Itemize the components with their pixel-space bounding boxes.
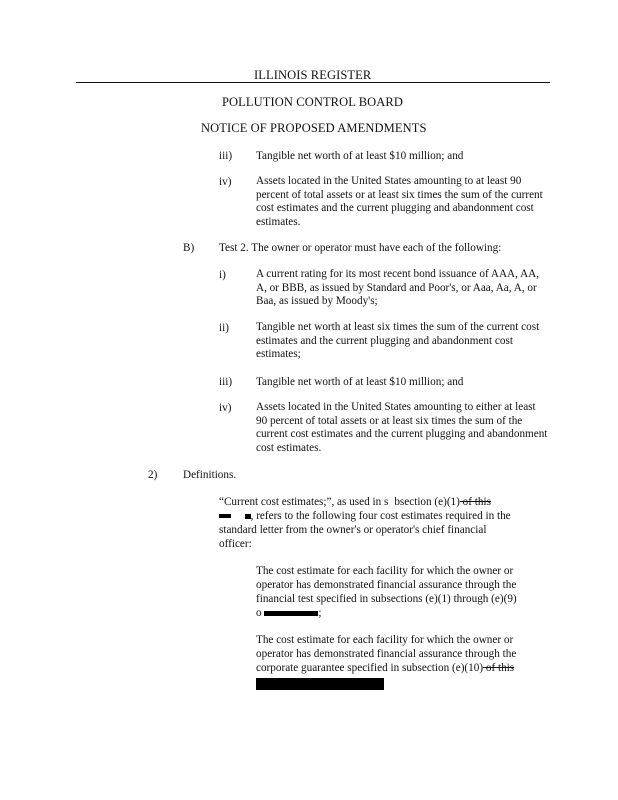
list-item-text: A current rating for its most recent bond issuance of AAA, AA, A, or BBB, as issued by Standard and Poor's, or Aaa, Aa, A, or Baa, as issued by Moody's; [256,268,540,308]
subitem-line: The cost estimate for each facility for which the owner or [256,565,514,577]
section-label: B) [183,242,195,254]
subitem-line: operator has demonstrated financial assurance through the [256,648,517,660]
subitem-line: financial test specified in subsections (e)(1) through (e)(9) [256,593,517,605]
definition-line: standard letter from the owner's or operator's chief financial [219,524,487,536]
section-intro: Test 2. The owner or operator must have each of the following: [219,242,502,254]
section-number: 2) [148,469,158,481]
section-title: Definitions. [183,469,237,481]
definition-text: , refers to the following four cost estimates required in the [250,510,511,522]
struck-text: of this [459,496,491,508]
list-item-number: iv) [219,176,232,188]
list-item-text: Tangible net worth at least six times the sum of the current cost estimates and the current plugging and abandonment cost estimates; [256,321,540,361]
definition-line [219,509,511,523]
list-item-text: Tangible net worth of at least $10 million; and [256,150,464,162]
definition-text: bsection (e)(1) [394,496,460,508]
definition-line [219,495,491,509]
subitem-line [256,606,322,620]
list-item-number: iii) [219,376,233,388]
notice-title: NOTICE OF PROPOSED AMENDMENTS [201,121,427,135]
redaction-bar [256,678,384,690]
list-item-text: Assets located in the United States amounting to either at least 90 percent of total assets or at least six times the sum of the current cost estimates and the current plugging and abandonment cost estimates. [256,401,548,454]
subitem-line: The cost estimate for each facility for which the owner or [256,634,514,646]
struck-text: of this [483,662,515,674]
subitem-text: corporate guarantee specified in subsection (e)(10) [256,662,484,674]
redaction-mark [264,611,318,616]
definition-line: officer: [219,538,252,550]
list-item-number: ii) [219,322,229,334]
list-item-number: iii) [219,150,233,162]
list-item-text: Tangible net worth of at least $10 million; and [256,376,464,388]
register-title: ILLINOIS REGISTER [254,68,372,82]
subitem-line: operator has demonstrated financial assurance through the [256,579,517,591]
header-rule [76,82,550,83]
subitem-text: ; [318,607,322,619]
definition-text: “Current cost estimates;”, as used in s [219,496,389,508]
redaction-mark [219,514,231,518]
list-item-text: Assets located in the United States amounting to at least 90 percent of total assets or at least six times the sum of the current cost estimates and the current plugging and abandonment cost estimates. [256,175,543,228]
subitem-line [256,661,514,675]
agency-name: POLLUTION CONTROL BOARD [222,95,403,109]
list-item-number: i) [219,269,226,281]
subitem-text: o [256,607,262,619]
list-item-number: iv) [219,402,232,414]
